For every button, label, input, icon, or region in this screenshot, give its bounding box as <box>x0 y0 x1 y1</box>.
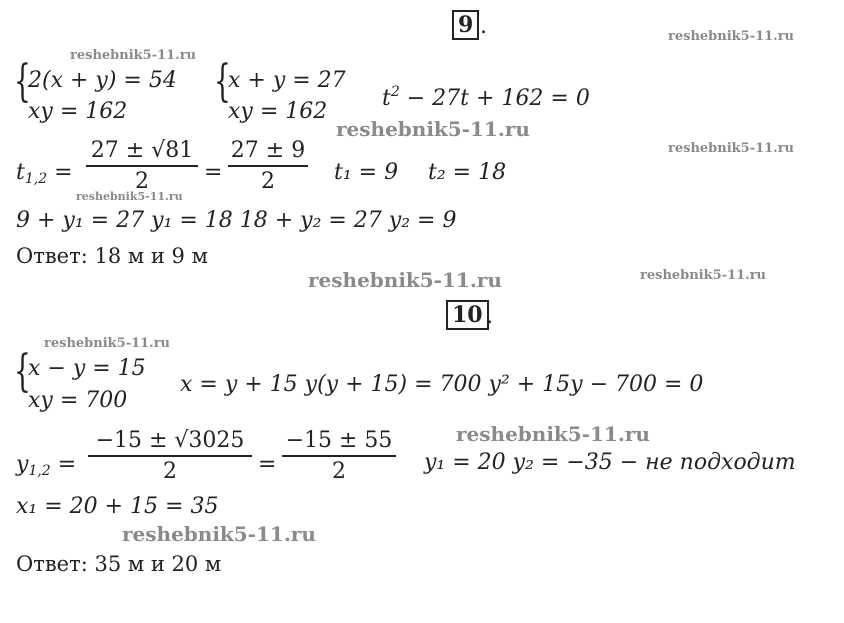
fraction-y-1 <box>88 428 252 484</box>
watermark: reshebnik5-11.ru <box>122 522 316 546</box>
y12-label: $y_{1,2}$ = <box>16 452 77 479</box>
fraction-y-2 <box>282 428 396 484</box>
roots-line: y₁ = 20 y₂ = −35 − не подходит <box>424 450 796 475</box>
answer-10: Ответ: 35 м и 20 м <box>16 552 222 576</box>
equation-chain: x = y + 15 y(y + 15) = 700 y² + 15y − 700 = 0 <box>180 372 704 397</box>
fraction-denominator: 2 <box>163 459 177 484</box>
task-10-number: 10 <box>446 300 489 330</box>
system1-line2: xy = 162 <box>28 99 128 124</box>
watermark: reshebnik5-11.ru <box>44 336 171 351</box>
fraction-bar <box>282 455 396 457</box>
task-10-period: . <box>486 304 493 329</box>
watermark: reshebnik5-11.ru <box>668 141 795 156</box>
answer-9: Ответ: 18 м и 9 м <box>16 244 208 268</box>
watermark: reshebnik5-11.ru <box>70 48 197 63</box>
quadratic-equation: $t^2 - 27t + 162 = 0$ <box>382 84 590 111</box>
fraction-denominator: 2 <box>332 459 346 484</box>
fraction-numerator: 27 ± 9 <box>230 138 306 163</box>
fraction-t-1 <box>86 138 198 194</box>
equals-sign: = <box>258 452 277 477</box>
system-brace: { <box>14 346 31 397</box>
y-values-line: 9 + y₁ = 27 y₁ = 18 18 + y₂ = 27 y₂ = 9 <box>16 208 457 233</box>
equals-sign: = <box>204 160 223 185</box>
root-t1: t₁ = 9 <box>334 160 399 185</box>
fraction-bar <box>86 165 198 167</box>
system-brace: { <box>14 56 31 107</box>
fraction-denominator: 2 <box>135 169 149 194</box>
system2-line1: x + y = 27 <box>228 68 346 93</box>
system1-line1: 2(x + y) = 54 <box>28 68 177 93</box>
system10-line2: xy = 700 <box>28 388 128 413</box>
fraction-t-2 <box>228 138 308 194</box>
watermark: reshebnik5-11.ru <box>308 268 502 292</box>
system10-line1: x − y = 15 <box>28 356 146 381</box>
watermark: reshebnik5-11.ru <box>76 190 183 203</box>
root-t2: t₂ = 18 <box>428 160 507 185</box>
system2-line2: xy = 162 <box>228 99 328 124</box>
watermark: reshebnik5-11.ru <box>336 117 530 141</box>
fraction-bar <box>228 165 308 167</box>
fraction-numerator: 27 ± √81 <box>90 138 194 163</box>
x1-line: x₁ = 20 + 15 = 35 <box>16 494 219 519</box>
task-9-number: 9 <box>452 10 479 40</box>
fraction-bar <box>88 455 252 457</box>
system-brace: { <box>214 56 231 107</box>
t12-label: $t_{1,2}$ = <box>16 160 73 187</box>
fraction-numerator: −15 ± √3025 <box>95 428 245 453</box>
task-9-period: . <box>480 14 487 39</box>
fraction-denominator: 2 <box>261 169 275 194</box>
watermark: reshebnik5-11.ru <box>668 29 795 44</box>
watermark: reshebnik5-11.ru <box>640 268 767 283</box>
fraction-numerator: −15 ± 55 <box>285 428 393 453</box>
watermark: reshebnik5-11.ru <box>456 422 650 446</box>
